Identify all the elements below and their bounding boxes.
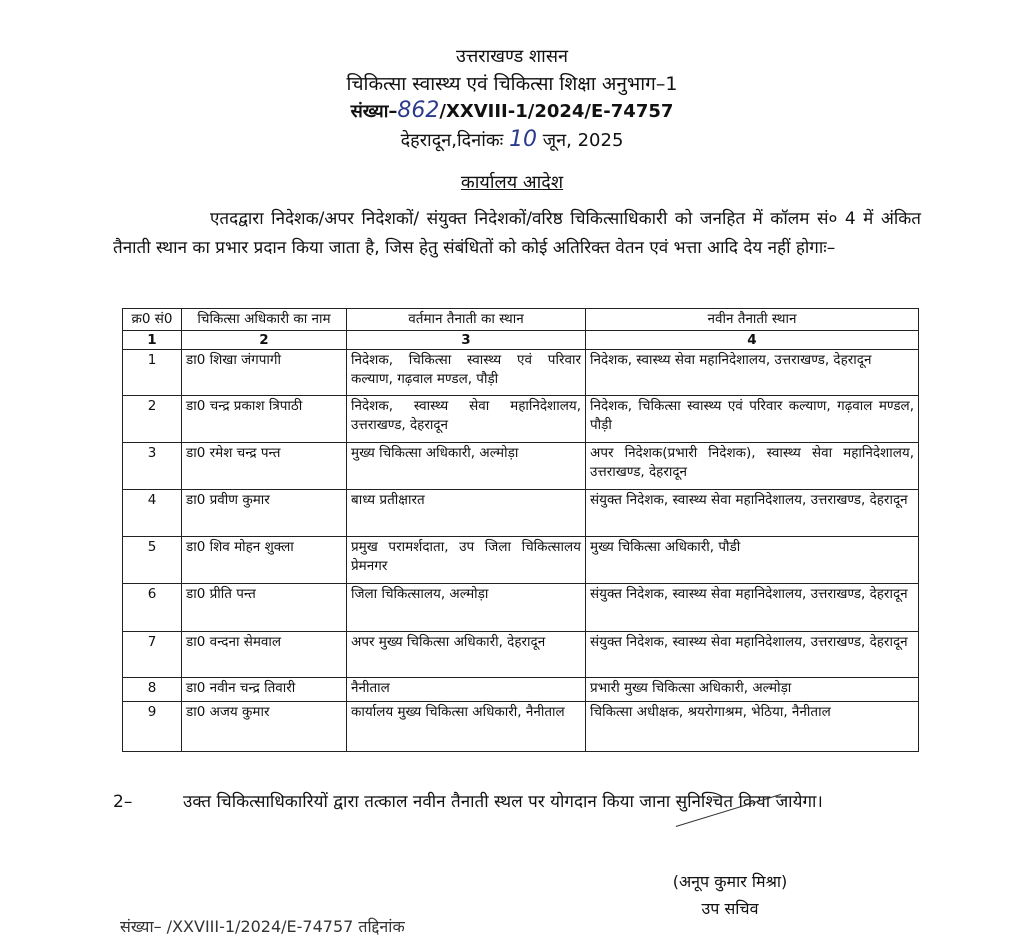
column-number: 3 bbox=[347, 331, 586, 350]
officer-name-cell: डा0 रमेश चन्द्र पन्त bbox=[182, 443, 347, 490]
serial-cell: 1 bbox=[123, 350, 182, 396]
table-row bbox=[123, 678, 919, 702]
new-posting-cell: चिकित्सा अधीक्षक, श्रयरोगाश्रम, भेठिया, नैनीताल bbox=[586, 702, 919, 752]
department-name: चिकित्सा स्वास्थ्य एवं चिकित्सा शिक्षा अनुभाग–1 bbox=[346, 73, 678, 95]
header-serial: क्र0 सं0 bbox=[123, 309, 182, 331]
current-posting-cell: मुख्य चिकित्सा अधिकारी, अल्मोड़ा bbox=[347, 443, 586, 490]
date-handwritten: 10 bbox=[509, 127, 538, 152]
serial-cell: 3 bbox=[123, 443, 182, 490]
postings-table bbox=[122, 308, 919, 752]
current-posting-cell: प्रमुख परामर्शदाता, उप जिला चिकित्सालय प्रेमनगर bbox=[347, 537, 586, 584]
order-date bbox=[0, 127, 1024, 152]
column-number-row bbox=[123, 331, 919, 350]
officer-name-cell: डा0 अजय कुमार bbox=[182, 702, 347, 752]
order-number bbox=[0, 98, 1024, 123]
serial-cell: 7 bbox=[123, 632, 182, 678]
new-posting-cell: संयुक्त निदेशक, स्वास्थ्य सेवा महानिदेशालय, उत्तराखण्ड, देहरादून bbox=[586, 584, 919, 632]
table-row bbox=[123, 396, 919, 443]
officer-name-cell: डा0 प्रीति पन्त bbox=[182, 584, 347, 632]
serial-cell: 9 bbox=[123, 702, 182, 752]
new-posting-cell: संयुक्त निदेशक, स्वास्थ्य सेवा महानिदेशालय, उत्तराखण्ड, देहरादून bbox=[586, 632, 919, 678]
date-suffix: जून, 2025 bbox=[542, 130, 624, 151]
table-row bbox=[123, 443, 919, 490]
officer-name-cell: डा0 चन्द्र प्रकाश त्रिपाठी bbox=[182, 396, 347, 443]
new-posting-cell: मुख्य चिकित्सा अधिकारी, पौडी bbox=[586, 537, 919, 584]
header-current-posting: वर्तमान तैनाती का स्थान bbox=[347, 309, 586, 331]
serial-cell: 8 bbox=[123, 678, 182, 702]
column-number: 4 bbox=[586, 331, 919, 350]
table-row bbox=[123, 632, 919, 678]
table-row bbox=[123, 537, 919, 584]
order-number-suffix: /XXVIII-1/2024/E-74757 bbox=[439, 101, 674, 122]
column-number: 1 bbox=[123, 331, 182, 350]
signatory-name: (अनूप कुमार मिश्रा) bbox=[672, 872, 788, 891]
current-posting-cell: जिला चिकित्सालय, अल्मोड़ा bbox=[347, 584, 586, 632]
order-paragraph-1: एतदद्वारा निदेशक/अपर निदेशकों/ संयुक्त निदेशकों/वरिष्ठ चिकित्साधिकारी को जनहित में कॉलम सं० 4 में अंकित तैनाती स्थान का प्रभार प्रदान किया जाता है, जिस हेतु संबंधितों को कोई अतिरिक्त वेतन एवं भत्ता आदि देय नहीं होगाः– bbox=[113, 209, 921, 258]
officer-name-cell: डा0 शिव मोहन शुक्ला bbox=[182, 537, 347, 584]
officer-name-cell: डा0 शिखा जंगपागी bbox=[182, 350, 347, 396]
signatory-designation: उप सचिव bbox=[701, 899, 759, 918]
date-prefix: देहरादून,दिनांकः bbox=[400, 130, 504, 151]
header-officer-name: चिकित्सा अधिकारी का नाम bbox=[182, 309, 347, 331]
new-posting-cell: निदेशक, चिकित्सा स्वास्थ्य एवं परिवार कल्याण, गढ़वाल मण्डल, पौड़ी bbox=[586, 396, 919, 443]
officer-name-cell: डा0 वन्दना सेमवाल bbox=[182, 632, 347, 678]
footer-cut-line: संख्या– /XXVIII-1/2024/E-74757 तद्दिनांक bbox=[120, 917, 405, 936]
table-row bbox=[123, 584, 919, 632]
order-number-prefix: संख्या– bbox=[350, 101, 398, 122]
serial-cell: 4 bbox=[123, 490, 182, 537]
serial-cell: 5 bbox=[123, 537, 182, 584]
current-posting-cell: बाध्य प्रतीक्षारत bbox=[347, 490, 586, 537]
serial-cell: 2 bbox=[123, 396, 182, 443]
serial-cell: 6 bbox=[123, 584, 182, 632]
table-row bbox=[123, 702, 919, 752]
new-posting-cell: संयुक्त निदेशक, स्वास्थ्य सेवा महानिदेशालय, उत्तराखण्ड, देहरादून bbox=[586, 490, 919, 537]
table-row bbox=[123, 490, 919, 537]
current-posting-cell: अपर मुख्य चिकित्सा अधिकारी, देहरादून bbox=[347, 632, 586, 678]
new-posting-cell: अपर निदेशक(प्रभारी निदेशक), स्वास्थ्य सेवा महानिदेशालय, उत्तराखण्ड, देहरादून bbox=[586, 443, 919, 490]
officer-name-cell: डा0 प्रवीण कुमार bbox=[182, 490, 347, 537]
current-posting-cell: नैनीताल bbox=[347, 678, 586, 702]
current-posting-cell: कार्यालय मुख्य चिकित्सा अधिकारी, नैनीताल bbox=[347, 702, 586, 752]
paragraph-number: 2– bbox=[113, 792, 133, 812]
order-number-handwritten: 862 bbox=[397, 98, 440, 123]
paragraph-2-text: उक्त चिकित्साधिकारियों द्वारा तत्काल नवीन तैनाती स्थल पर योगदान किया जाना सुनिश्चित किया जायेगा। bbox=[183, 792, 823, 812]
column-number: 2 bbox=[182, 331, 347, 350]
table-header-row bbox=[123, 309, 919, 331]
new-posting-cell: निदेशक, स्वास्थ्य सेवा महानिदेशालय, उत्तराखण्ड, देहरादून bbox=[586, 350, 919, 396]
new-posting-cell: प्रभारी मुख्य चिकित्सा अधिकारी, अल्मोड़ा bbox=[586, 678, 919, 702]
table-row bbox=[123, 350, 919, 396]
order-paragraph-2 bbox=[113, 787, 913, 818]
current-posting-cell: निदेशक, स्वास्थ्य सेवा महानिदेशालय, उत्तराखण्ड, देहरादून bbox=[347, 396, 586, 443]
officer-name-cell: डा0 नवीन चन्द्र तिवारी bbox=[182, 678, 347, 702]
header-new-posting: नवीन तैनाती स्थान bbox=[586, 309, 919, 331]
document-title: कार्यालय आदेश bbox=[460, 172, 564, 193]
govt-name: उत्तराखण्ड शासन bbox=[455, 46, 568, 67]
current-posting-cell: निदेशक, चिकित्सा स्वास्थ्य एवं परिवार कल्याण, गढ़वाल मण्डल, पौड़ी bbox=[347, 350, 586, 396]
